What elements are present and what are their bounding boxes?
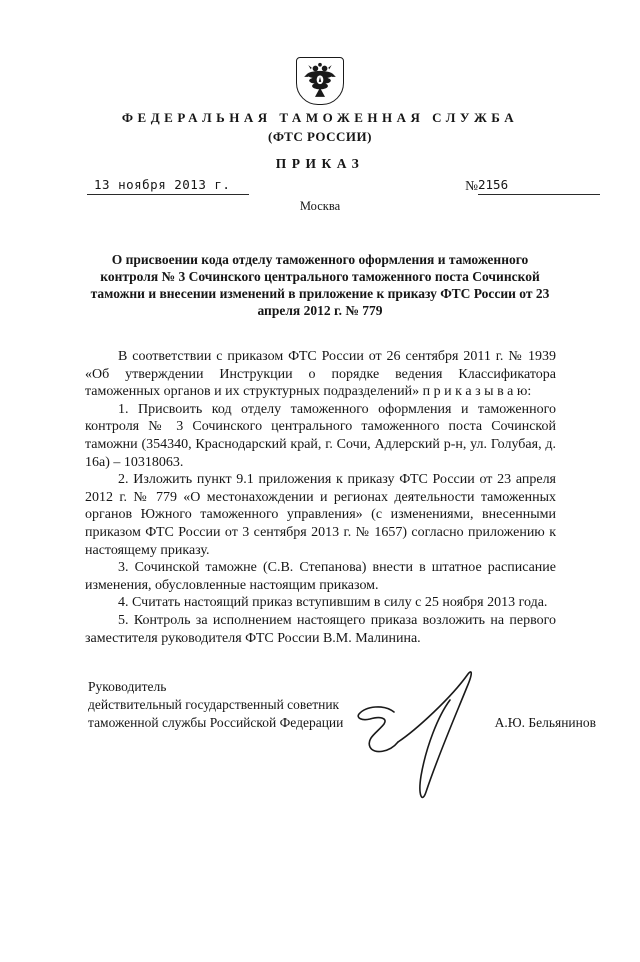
date-number-row xyxy=(0,177,640,195)
signatory-position-line-2: действительный государственный советник xyxy=(88,697,340,713)
org-name: ФЕДЕРАЛЬНАЯ ТАМОЖЕННАЯ СЛУЖБА xyxy=(121,110,519,125)
customs-service-emblem xyxy=(296,57,344,105)
paragraph-preamble: В соответствии с приказом ФТС России от 26 сентября 2011 г. № 1939 «Об утверждении Инструкции о порядке ведения Классификатора таможенных органов и их структурных подразделений» п р и к а з ы в а ю: xyxy=(85,349,556,400)
org-short-name: (ФТС РОССИИ) xyxy=(268,129,372,144)
signature-block xyxy=(88,678,598,732)
number-sign: № xyxy=(465,178,478,193)
signatory-name: А.Ю. Бельянинов xyxy=(494,715,596,731)
signatory-position xyxy=(88,678,343,732)
document-date: 13 ноября 2013 г. xyxy=(87,177,249,195)
order-title: О присвоении кода отделу таможенного оформления и таможенного контроля № 3 Сочинского центрального таможенного поста Сочинской таможни и внесении изменений в приложение к приказу ФТС России от 23 апреля 2012 г. № 779 xyxy=(90,252,550,318)
paragraph-item-2: 2. Изложить пункт 9.1 приложения к приказу ФТС России от 23 апреля 2012 г. № 779 «О местонахождении и регионах деятельности таможенных органов Южного таможенного управления» (с изменениями, внесенными приказом ФТС России от 3 сентября 2013 г. № 1657) согласно приложению к настоящему приказу. xyxy=(85,472,556,558)
paragraph-item-3: 3. Сочинской таможне (С.В. Степанова) внести в штатное расписание изменения, обусловленные настоящим приказом. xyxy=(85,560,556,593)
document-number: 2156 xyxy=(478,177,600,195)
handwritten-signature xyxy=(346,664,496,814)
double-headed-eagle-icon xyxy=(300,60,340,102)
signatory-position-line-1: Руководитель xyxy=(88,679,167,695)
paragraph-item-1: 1. Присвоить код отделу таможенного оформления и таможенного контроля № 3 Сочинского центрального таможенного поста Сочинской таможни (354340, Краснодарский край, г. Сочи, Адлерский р-н, ул. Голубая, д. 16а) – 10318063. xyxy=(85,401,556,470)
document-type-heading: ПРИКАЗ xyxy=(275,156,365,171)
scanned-order-document xyxy=(0,57,640,962)
signatory-position-line-3: таможенной службы Российской Федерации xyxy=(88,715,344,731)
paragraph-item-5: 5. Контроль за исполнением настоящего приказа возложить на первого заместителя руководителя ФТС России В.М. Малинина. xyxy=(85,612,556,646)
document-number-group xyxy=(465,177,600,195)
paragraph-item-4: 4. Считать настоящий приказ вступившим в силу с 25 ноября 2013 года. xyxy=(118,595,548,611)
issuing-city: Москва xyxy=(299,199,341,213)
order-body xyxy=(85,348,556,647)
